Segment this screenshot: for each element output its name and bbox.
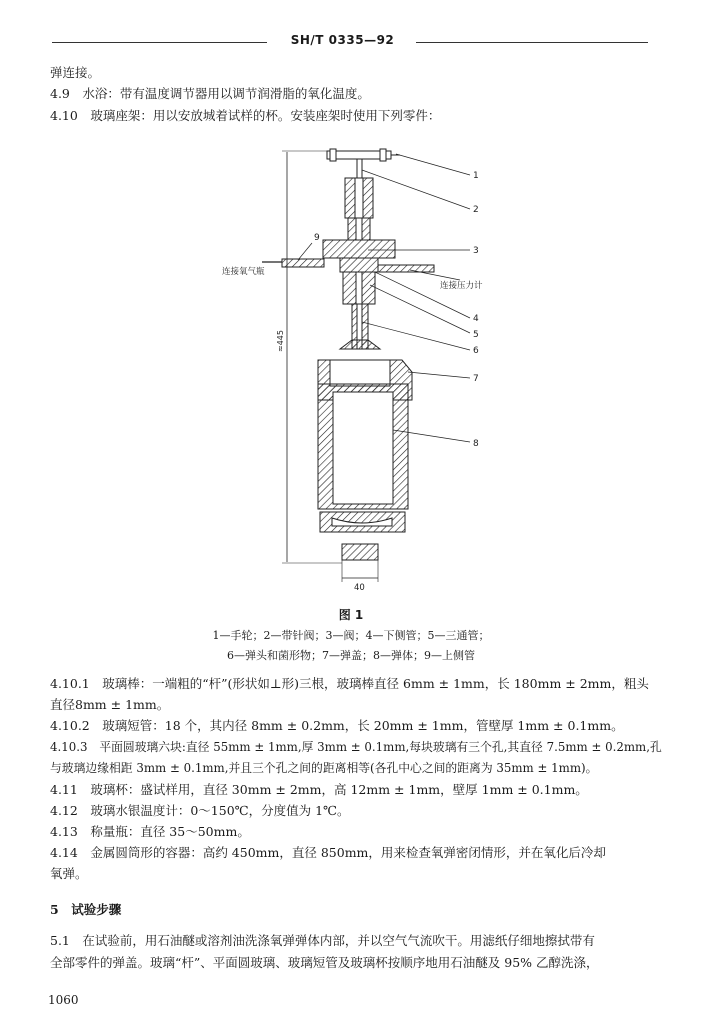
figure-legend-2: 6—弹头和菌形物；7—弹盖；8—弹体；9—上侧管 — [227, 649, 475, 662]
dim-height: ≈445 — [276, 330, 285, 352]
dim-width: 40 — [354, 583, 365, 593]
upper-side-tube — [282, 259, 324, 267]
clause-4-14: 4.14 金属圆筒形的容器：高约 450mm，直径 850mm，用来检查氧弹密闭情形，并在氧化后冷却 — [50, 845, 606, 860]
lower-side-tube — [378, 265, 434, 272]
clause-4-9: 4.9 水浴：带有温度调节器用以调节润滑脂的氧化温度。 — [50, 86, 370, 101]
clause-4-12: 4.12 玻璃水银温度计：0～150℃，分度值为 1℃。 — [50, 803, 350, 818]
clause-4-10-2: 4.10.2 玻璃短管：18 个，其内径 8mm ± 0.2mm，长 20mm ± 1mm，管壁厚 1mm ± 0.1mm。 — [50, 718, 624, 733]
oxygen-label: 连接氧气瓶 — [222, 267, 265, 277]
callout-1: 1 — [473, 171, 479, 181]
callout-4: 4 — [473, 314, 479, 324]
bomb-base — [342, 544, 378, 560]
callout-8: 8 — [473, 439, 479, 449]
section-5-heading: 5 试验步骤 — [50, 902, 122, 917]
callout-6: 6 — [473, 346, 479, 356]
gauge-label: 连接压力计 — [440, 281, 483, 291]
clause-4-10-3-cont: 与玻璃边缘相距 3mm ± 0.1mm,并且三个孔之间的距离相等(各孔中心之间的距离为 35mm ± 1mm)。 — [50, 761, 598, 775]
clause-4-13: 4.13 称量瓶：直径 35～50mm。 — [50, 824, 250, 839]
standard-number: SH/T 0335—92 — [290, 33, 395, 47]
clause-4-11: 4.11 玻璃杯：盛试样用，直径 30mm ± 2mm，高 12mm ± 1mm，壁厚 1mm ± 0.1mm。 — [50, 782, 588, 797]
clause-4-10-3: 4.10.3 平面圆玻璃六块:直径 55mm ± 1mm,厚 3mm ± 0.1mm,每块玻璃有三个孔,其直径 7.5mm ± 0.2mm,孔 — [50, 740, 662, 754]
valve-block — [323, 240, 395, 258]
clause-4-14-cont: 氧弹。 — [50, 866, 88, 881]
figure-legend-1: 1—手轮；2—带针阀；3—阀；4—下侧管；5—三通管； — [212, 629, 490, 642]
clause-4-10-1-cont: 直径8mm ± 1mm。 — [50, 697, 170, 712]
callout-7: 7 — [473, 374, 479, 384]
clause-4-10-1: 4.10.1 玻璃棒：一端粗的“杆”(形状如⊥形)三根，玻璃棒直径 6mm ± 1mm，长 180mm ± 2mm，粗头 — [50, 676, 649, 691]
callout-9: 9 — [314, 233, 320, 243]
figure-title: 图 1 — [338, 608, 364, 622]
page-number: 1060 — [48, 993, 79, 1007]
callout-2: 2 — [473, 205, 479, 215]
callout-5: 5 — [473, 330, 479, 340]
clause-5-1: 5.1 在试验前，用石油醚或溶剂油洗涤氧弹弹体内部，并以空气气流吹干。用滤纸仔细地擦拭带有 — [50, 933, 595, 948]
text-line: 弹连接。 — [50, 65, 101, 80]
clause-5-1-cont: 全部零件的弹盖。玻璃“杆”、平面圆玻璃、玻璃短管及玻璃杯按顺序地用石油醚及 95% 乙醇洗涤， — [50, 955, 599, 970]
callout-3: 3 — [473, 246, 479, 256]
clause-4-10: 4.10 玻璃座架：用以安放城着试样的杯。安装座架时使用下列零件： — [50, 108, 441, 123]
